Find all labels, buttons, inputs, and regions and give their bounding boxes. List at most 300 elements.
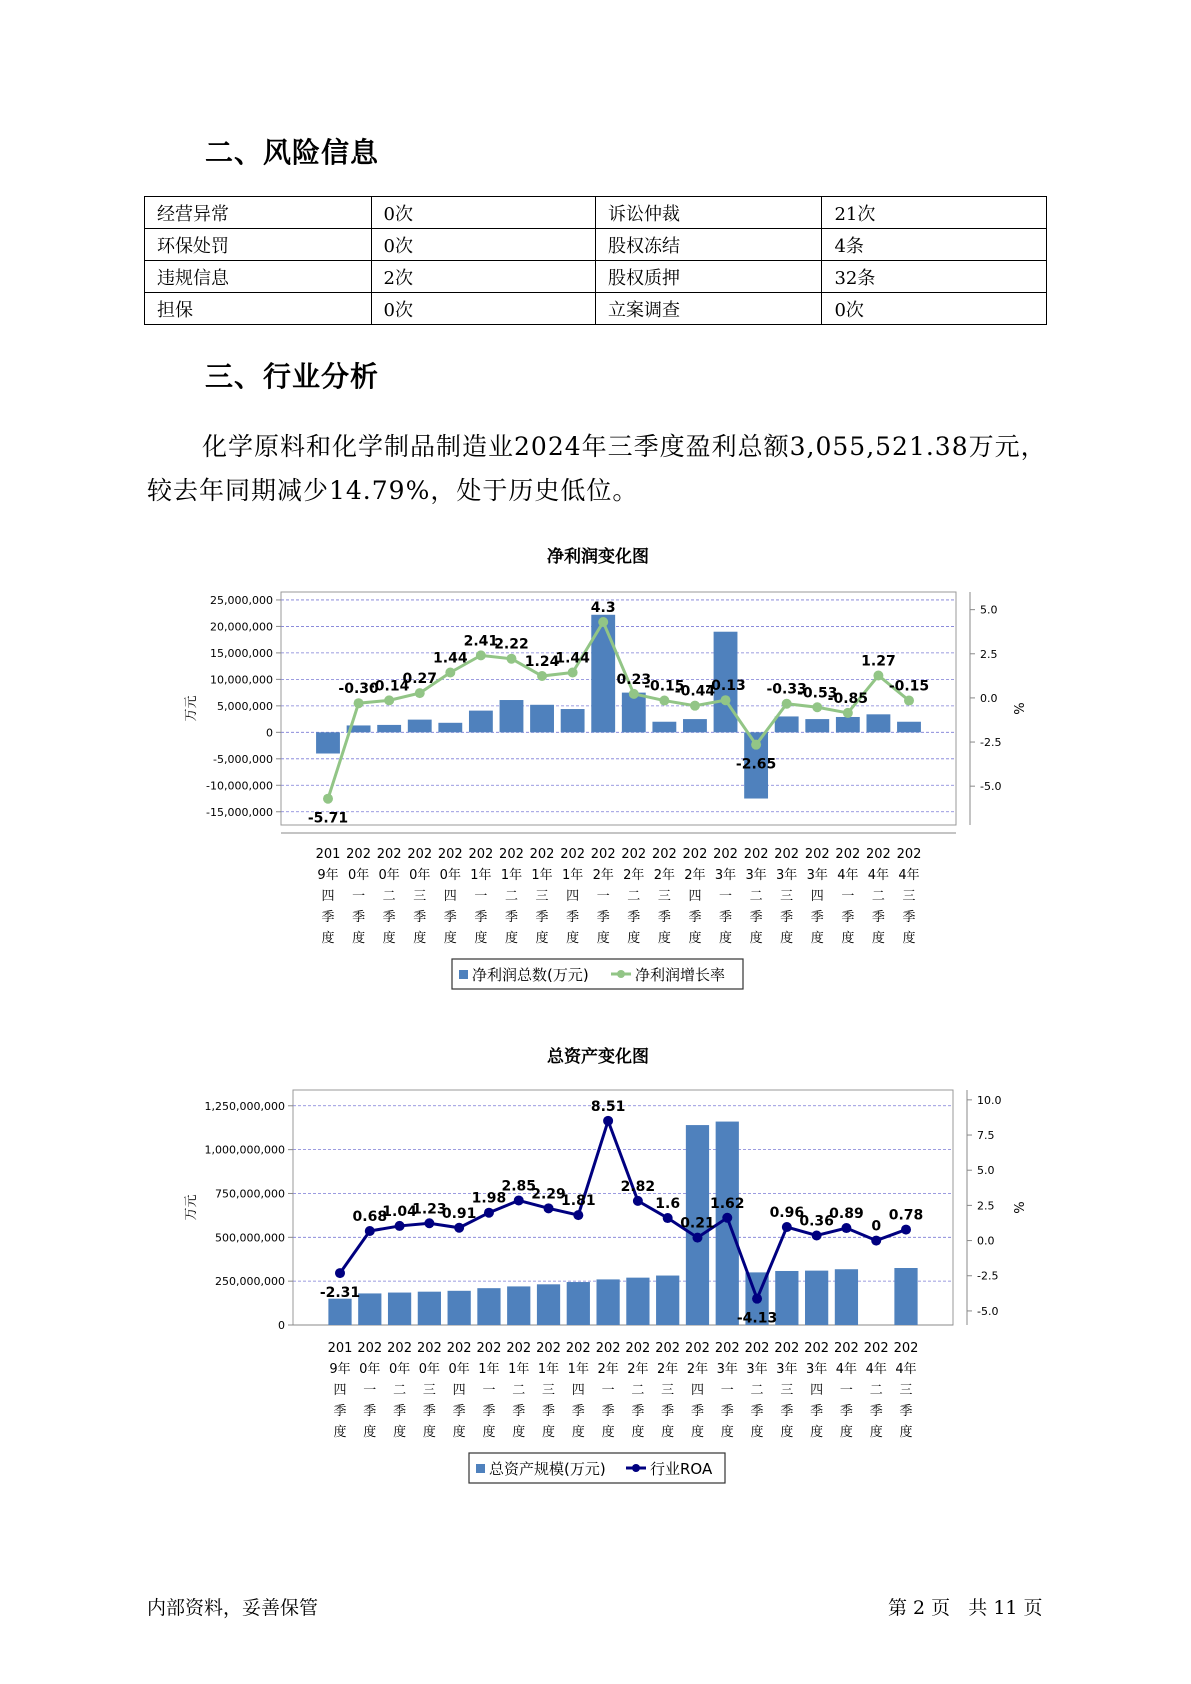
risk-item-label: 经营异常 — [145, 197, 372, 229]
x-tick-label: 季 — [504, 910, 518, 925]
y2-tick-label: 0.0 — [977, 1234, 995, 1248]
x-tick-label: 0年 — [439, 868, 461, 883]
x-tick-label: 三 — [535, 889, 549, 904]
line-point — [782, 699, 792, 709]
x-tick-label: 202 — [744, 1341, 770, 1356]
x-tick-label: 201 — [315, 847, 341, 862]
line-point — [659, 696, 669, 706]
x-tick-label: 0年 — [388, 1362, 411, 1377]
x-tick-label: 202 — [896, 847, 922, 862]
x-tick-label: 度 — [382, 931, 396, 946]
x-tick-label: 四 — [321, 889, 335, 904]
x-tick-label: 202 — [713, 847, 738, 862]
x-tick-label: 季 — [661, 1404, 675, 1419]
data-label: 2.85 — [501, 1178, 537, 1195]
bar — [377, 725, 401, 732]
x-tick-label: 二 — [627, 889, 641, 904]
x-tick-label: 季 — [749, 910, 763, 925]
x-tick-label: 季 — [871, 910, 885, 925]
x-tick-label: 四 — [443, 889, 457, 904]
data-label: 0.68 — [352, 1209, 388, 1225]
line-point — [395, 1221, 405, 1231]
line-point — [841, 1223, 851, 1233]
x-tick-label: 三 — [780, 889, 794, 904]
x-tick-label: 202 — [655, 1341, 681, 1356]
data-label: -0.44 — [674, 683, 716, 700]
section-title-risk: 二、风险信息 — [205, 136, 380, 169]
line-point — [629, 689, 639, 699]
data-label: 0.89 — [829, 1206, 864, 1223]
y-axis-title: 万元 — [184, 695, 199, 722]
chart-title: 总资产变化图 — [547, 1047, 649, 1067]
bar — [438, 723, 462, 733]
y2-tick-label: -5.0 — [980, 780, 1002, 794]
data-label: 0.36 — [799, 1213, 834, 1230]
line-point — [506, 654, 516, 664]
x-tick-label: 3年 — [805, 1362, 828, 1377]
footer-confidential: 内部资料，妥善保管 — [147, 1597, 319, 1619]
x-tick-label: 度 — [393, 1425, 407, 1440]
bar — [835, 1269, 858, 1325]
x-tick-label: 202 — [437, 847, 463, 862]
line-point — [901, 1225, 911, 1235]
x-tick-label: 一 — [363, 1383, 377, 1398]
x-tick-label: 3年 — [776, 1362, 798, 1377]
line-point — [476, 650, 486, 660]
bar — [805, 719, 829, 732]
x-tick-label: 季 — [482, 1404, 496, 1419]
x-tick-label: 三 — [422, 1383, 436, 1398]
y-tick-label: 750,000,000 — [215, 1187, 285, 1201]
x-tick-label: 202 — [625, 1341, 651, 1356]
x-tick-label: 度 — [841, 931, 855, 946]
y2-tick-label: 0.0 — [980, 691, 998, 705]
risk-table-row — [145, 197, 1047, 229]
risk-item-label: 担保 — [145, 293, 372, 325]
data-label: 1.98 — [471, 1190, 507, 1207]
x-tick-label: 4年 — [895, 1362, 917, 1377]
x-tick-label: 202 — [595, 1341, 621, 1356]
line-point — [484, 1208, 494, 1218]
line-point — [415, 688, 425, 698]
line-point — [904, 696, 914, 706]
x-tick-label: 202 — [468, 847, 494, 862]
x-tick-label: 3年 — [776, 868, 798, 883]
line-point — [873, 670, 883, 680]
x-tick-label: 季 — [474, 910, 488, 925]
x-tick-label: 度 — [810, 931, 824, 946]
risk-item-label: 立案调查 — [595, 293, 822, 325]
line-point — [692, 1233, 702, 1243]
x-tick-label: 201 — [327, 1341, 353, 1356]
x-tick-label: 度 — [688, 931, 702, 946]
x-tick-label: 202 — [407, 847, 433, 862]
x-tick-label: 度 — [657, 931, 671, 946]
x-tick-label: 202 — [685, 1341, 710, 1356]
x-tick-label: 1年 — [478, 1362, 500, 1377]
x-tick-label: 202 — [565, 1341, 591, 1356]
risk-item-value: 4条 — [822, 229, 1047, 261]
x-tick-label: 季 — [657, 910, 671, 925]
x-tick-label: 度 — [566, 931, 580, 946]
bar — [656, 1276, 679, 1325]
data-label: 8.51 — [590, 1098, 626, 1115]
y2-tick-label: -5.0 — [977, 1304, 999, 1318]
section-title-industry: 三、行业分析 — [205, 360, 380, 393]
x-tick-label: 二 — [631, 1383, 645, 1398]
x-tick-label: 四 — [566, 889, 580, 904]
x-tick-label: 0年 — [409, 868, 431, 883]
x-tick-label: 季 — [719, 910, 733, 925]
y2-axis-title: % — [1010, 1201, 1025, 1214]
y2-tick-label: 5.0 — [977, 1164, 995, 1178]
legend-line-marker — [632, 1464, 640, 1472]
x-tick-label: 度 — [352, 931, 366, 946]
y-tick-label: -10,000,000 — [206, 779, 273, 793]
x-tick-label: 二 — [871, 889, 885, 904]
x-tick-label: 202 — [506, 1341, 532, 1356]
risk-item-value: 0次 — [822, 293, 1047, 325]
x-tick-label: 度 — [443, 931, 457, 946]
x-tick-label: 202 — [590, 847, 616, 862]
x-tick-label: 2年 — [657, 1362, 679, 1377]
line-point — [812, 1231, 822, 1241]
x-tick-label: 季 — [780, 1404, 794, 1419]
line-point — [603, 1116, 613, 1126]
x-tick-label: 四 — [571, 1383, 585, 1398]
x-tick-label: 季 — [535, 910, 549, 925]
x-tick-label: 度 — [333, 1425, 347, 1440]
bar — [836, 717, 860, 732]
x-tick-label: 季 — [810, 910, 824, 925]
legend-bar-swatch — [459, 970, 468, 979]
x-tick-label: 一 — [352, 889, 366, 904]
data-label: 0.96 — [769, 1205, 805, 1222]
risk-item-label: 违规信息 — [145, 261, 372, 293]
x-tick-label: 季 — [596, 910, 610, 925]
x-tick-label: 季 — [512, 1404, 526, 1419]
bar — [596, 1279, 619, 1325]
bar — [775, 716, 799, 732]
x-tick-label: 度 — [690, 1425, 704, 1440]
x-tick-label: 度 — [869, 1425, 883, 1440]
risk-item-value: 32条 — [822, 261, 1047, 293]
x-tick-label: 度 — [750, 1425, 764, 1440]
bar — [626, 1278, 649, 1325]
x-tick-label: 3年 — [806, 868, 828, 883]
x-tick-label: 度 — [596, 931, 610, 946]
data-label: -0.33 — [766, 681, 807, 698]
data-label: 1.81 — [561, 1193, 596, 1210]
legend-label-line: 行业ROA — [650, 1460, 713, 1478]
x-tick-label: 度 — [720, 1425, 734, 1440]
x-tick-label: 度 — [535, 931, 549, 946]
line-point — [445, 667, 455, 677]
y2-tick-label: 7.5 — [977, 1129, 995, 1143]
x-tick-label: 0年 — [347, 868, 370, 883]
x-tick-label: 202 — [621, 847, 647, 862]
risk-item-value: 0次 — [371, 197, 595, 229]
line-point — [721, 695, 731, 705]
x-tick-label: 1年 — [531, 868, 553, 883]
x-tick-label: 度 — [719, 931, 733, 946]
x-tick-label: 三 — [902, 889, 916, 904]
x-tick-label: 季 — [688, 910, 702, 925]
risk-item-label: 环保处罚 — [145, 229, 372, 261]
bar — [469, 711, 493, 733]
x-tick-label: 1年 — [508, 1362, 530, 1377]
risk-item-value: 2次 — [371, 261, 595, 293]
total-assets-chart — [0, 1040, 1191, 1500]
x-tick-label: 四 — [690, 1383, 704, 1398]
x-tick-label: 三 — [661, 1383, 675, 1398]
data-label: -0.15 — [888, 678, 930, 695]
line-point — [573, 1210, 583, 1220]
risk-item-label: 股权质押 — [595, 261, 822, 293]
bar — [500, 700, 524, 732]
x-tick-label: 2年 — [623, 868, 645, 883]
legend-line-marker — [617, 970, 625, 978]
data-label: 0.78 — [888, 1207, 924, 1224]
x-tick-label: 季 — [422, 1404, 436, 1419]
bar — [561, 709, 585, 732]
risk-item-label: 诉讼仲裁 — [595, 197, 822, 229]
x-tick-label: 季 — [393, 1404, 407, 1419]
x-tick-label: 一 — [720, 1383, 734, 1398]
data-label: 2.41 — [463, 633, 499, 650]
x-tick-label: 1年 — [537, 1362, 560, 1377]
x-tick-label: 季 — [839, 1404, 853, 1419]
line-point — [633, 1196, 643, 1206]
x-tick-label: 0年 — [378, 868, 400, 883]
x-tick-label: 0年 — [359, 1362, 381, 1377]
legend-label-bar: 总资产规模(万元) — [489, 1460, 606, 1478]
x-tick-label: 季 — [601, 1404, 615, 1419]
risk-table-row — [145, 293, 1047, 325]
x-tick-label: 三 — [899, 1383, 913, 1398]
x-tick-label: 9年 — [317, 868, 339, 883]
net-profit-chart — [0, 540, 1191, 990]
x-tick-label: 季 — [443, 910, 457, 925]
line-point — [752, 1294, 762, 1304]
y2-tick-label: -2.5 — [980, 736, 1002, 750]
x-tick-label: 三 — [657, 889, 671, 904]
x-tick-label: 季 — [333, 1404, 347, 1419]
industry-summary-paragraph: 化学原料和化学制品制造业2024年三季度盈利总额3,055,521.38万元，较去年同期减少14.79%，处于历史低位。 — [147, 432, 1047, 505]
x-tick-label: 度 — [839, 1425, 853, 1440]
x-tick-label: 2年 — [684, 868, 706, 883]
x-tick-label: 202 — [387, 1341, 412, 1356]
x-tick-label: 202 — [835, 847, 861, 862]
y2-tick-label: 2.5 — [980, 647, 998, 661]
line-point — [722, 1213, 732, 1223]
x-tick-label: 202 — [357, 1341, 383, 1356]
risk-table-row — [145, 261, 1047, 293]
x-tick-label: 202 — [743, 847, 769, 862]
x-tick-label: 季 — [542, 1404, 556, 1419]
x-tick-label: 202 — [560, 847, 586, 862]
bar — [358, 1293, 381, 1325]
y-tick-label: 5,000,000 — [217, 699, 273, 713]
x-tick-label: 季 — [452, 1404, 466, 1419]
x-tick-label: 2年 — [686, 1362, 709, 1377]
data-label: 4.3 — [590, 600, 616, 617]
x-tick-label: 度 — [749, 931, 763, 946]
x-tick-label: 202 — [446, 1341, 472, 1356]
x-tick-label: 202 — [476, 1341, 502, 1356]
x-tick-label: 202 — [804, 1341, 830, 1356]
line-point — [663, 1213, 673, 1223]
bar — [805, 1271, 828, 1325]
x-tick-label: 季 — [690, 1404, 704, 1419]
y-tick-label: 15,000,000 — [210, 646, 273, 660]
x-tick-label: 1年 — [561, 868, 584, 883]
bar — [567, 1282, 590, 1325]
x-tick-label: 202 — [774, 847, 800, 862]
x-tick-label: 一 — [482, 1383, 496, 1398]
line-point — [782, 1222, 792, 1232]
data-label: -0.53 — [797, 685, 838, 702]
x-tick-label: 季 — [352, 910, 366, 925]
data-label: 1.44 — [555, 650, 590, 667]
x-tick-label: 季 — [566, 910, 580, 925]
bar — [388, 1293, 411, 1325]
x-tick-label: 度 — [902, 931, 916, 946]
data-label: -5.71 — [307, 810, 349, 827]
x-tick-label: 季 — [571, 1404, 585, 1419]
x-tick-label: 一 — [601, 1383, 615, 1398]
x-tick-label: 度 — [512, 1425, 526, 1440]
x-tick-label: 二 — [512, 1383, 526, 1398]
data-label: -0.14 — [368, 678, 410, 695]
x-tick-label: 202 — [893, 1341, 919, 1356]
bar — [866, 714, 890, 732]
x-tick-label: 度 — [321, 931, 335, 946]
x-tick-label: 0年 — [448, 1362, 470, 1377]
x-tick-label: 4年 — [898, 868, 920, 883]
x-tick-label: 3年 — [716, 1362, 738, 1377]
data-label: -0.85 — [827, 690, 869, 707]
x-tick-label: 202 — [863, 1341, 889, 1356]
data-label: 1.27 — [861, 653, 896, 670]
x-tick-label: 三 — [542, 1383, 556, 1398]
x-tick-label: 季 — [631, 1404, 645, 1419]
data-label: 1.44 — [433, 650, 468, 667]
x-tick-label: 四 — [810, 1383, 824, 1398]
line-point — [544, 1203, 554, 1213]
x-tick-label: 一 — [719, 889, 733, 904]
x-tick-label: 二 — [750, 1383, 764, 1398]
y-tick-label: 25,000,000 — [210, 593, 273, 607]
x-tick-label: 四 — [688, 889, 702, 904]
x-tick-label: 一 — [839, 1383, 853, 1398]
x-tick-label: 度 — [810, 1425, 824, 1440]
x-tick-label: 202 — [682, 847, 708, 862]
x-tick-label: 度 — [413, 931, 427, 946]
data-label: 0.23 — [616, 671, 652, 688]
x-tick-label: 202 — [651, 847, 677, 862]
data-label: -4.13 — [736, 1310, 778, 1327]
line-point — [843, 708, 853, 718]
x-tick-label: 季 — [869, 1404, 883, 1419]
x-tick-label: 1年 — [470, 868, 492, 883]
legend-label-line: 净利润增长率 — [635, 966, 726, 984]
data-label: 0.91 — [441, 1205, 477, 1222]
x-tick-label: 1年 — [500, 868, 523, 883]
data-label: 0.21 — [680, 1215, 715, 1232]
line-point — [384, 695, 394, 705]
y-tick-label: -5,000,000 — [213, 752, 273, 766]
x-tick-label: 季 — [382, 910, 396, 925]
y-tick-label: 0 — [278, 1319, 285, 1332]
risk-item-value: 0次 — [371, 229, 595, 261]
x-tick-label: 4年 — [835, 1362, 858, 1377]
data-label: -2.65 — [735, 756, 777, 773]
bar — [408, 720, 432, 733]
y2-tick-label: -2.5 — [977, 1269, 999, 1283]
data-label: -0.15 — [644, 678, 685, 695]
line-point — [598, 617, 608, 627]
data-label: 0.27 — [402, 671, 438, 688]
risk-table-row — [145, 229, 1047, 261]
data-label: -0.13 — [705, 678, 746, 695]
x-tick-label: 度 — [542, 1425, 556, 1440]
line-point — [354, 698, 364, 708]
line-point — [424, 1218, 434, 1228]
y-tick-label: 500,000,000 — [215, 1231, 285, 1245]
x-tick-label: 度 — [631, 1425, 645, 1440]
x-tick-label: 0年 — [418, 1362, 441, 1377]
x-tick-label: 1年 — [567, 1362, 589, 1377]
bar — [775, 1271, 798, 1325]
bar — [316, 732, 340, 753]
x-tick-label: 度 — [482, 1425, 496, 1440]
risk-item-value: 0次 — [371, 293, 595, 325]
y2-axis-title: % — [1010, 702, 1025, 715]
x-tick-label: 一 — [596, 889, 610, 904]
x-tick-label: 度 — [780, 931, 794, 946]
x-tick-label: 202 — [804, 847, 830, 862]
bar — [683, 719, 707, 732]
x-tick-label: 度 — [474, 931, 488, 946]
bar — [448, 1291, 471, 1325]
x-tick-label: 三 — [413, 889, 427, 904]
x-tick-label: 度 — [452, 1425, 466, 1440]
bar — [328, 1299, 351, 1325]
y-tick-label: 10,000,000 — [210, 673, 273, 687]
x-tick-label: 2年 — [592, 868, 614, 883]
y-tick-label: 1,000,000,000 — [204, 1143, 285, 1157]
line-point — [365, 1226, 375, 1236]
data-label: 1.24 — [524, 654, 560, 671]
y2-tick-label: 2.5 — [977, 1199, 995, 1213]
x-tick-label: 二 — [504, 889, 518, 904]
x-tick-label: 度 — [504, 931, 518, 946]
data-label: 2.82 — [620, 1178, 656, 1195]
x-tick-label: 2年 — [597, 1362, 619, 1377]
x-tick-label: 二 — [749, 889, 763, 904]
x-tick-label: 一 — [474, 889, 488, 904]
line-point — [335, 1268, 345, 1278]
x-tick-label: 202 — [529, 847, 555, 862]
x-tick-label: 202 — [346, 847, 371, 862]
x-tick-label: 4年 — [865, 1362, 887, 1377]
risk-info-table — [144, 196, 1047, 325]
bar — [507, 1286, 530, 1325]
x-tick-label: 度 — [627, 931, 641, 946]
x-tick-label: 4年 — [837, 868, 859, 883]
x-tick-label: 季 — [902, 910, 916, 925]
